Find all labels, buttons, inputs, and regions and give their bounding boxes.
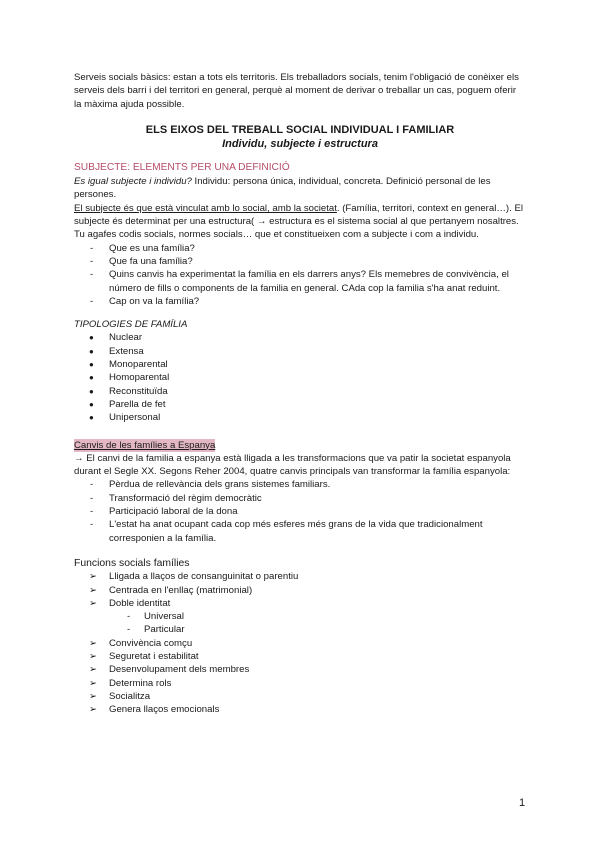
list-item: - L'estat ha anat ocupant cada cop més esferes més grans de la vida que tradicionalment corresponien a la família.: [74, 518, 526, 545]
subjecte-paragraph-1: [74, 175, 526, 202]
list-item: ➢ Doble identitat: [74, 597, 526, 610]
canvis-heading-row: [74, 439, 526, 452]
subjecte-statement: El subjecte és que està vinculat amb lo social, amb la societat: [74, 202, 337, 214]
list-item: - Que fa una família?: [74, 255, 526, 268]
canvis-paragraph: → El canvi de la familia a espanya està lligada a les transformacions que va patir la societat espanyola durant el Segle XX. Segons Reher 2004, quatre canvis principals van transformar la família espanyola:: [74, 452, 511, 478]
funcions-list-a: [74, 570, 526, 610]
list-item: - Transformació del règim democràtic: [74, 492, 526, 505]
intro-paragraph: Serveis socials bàsics: estan a tots els territoris. Els treballadors socials, tenim l'obligació de conèixer els serveis dels barri i del territori en general, perquè al moment de derivar o treballar un cas, poguem oferir la màxima ajuda possible.: [74, 72, 519, 110]
list-item: ● Monoparental: [74, 358, 526, 371]
subjecte-question-1: Es igual subjecte i individu?: [74, 176, 192, 188]
list-item: ● Parella de fet: [74, 398, 526, 411]
canvis-heading: Canvis de les famílies a Espanya: [74, 439, 216, 451]
subjecte-paragraph-2: [74, 202, 526, 242]
subjecte-questions-list: [74, 242, 526, 308]
list-item: ➢ Seguretat i estabilitat: [74, 650, 526, 663]
list-item: ● Extensa: [74, 345, 526, 358]
document-subtitle: Individu, subjecte i estructura: [222, 137, 378, 150]
canvis-list: [74, 478, 526, 544]
page-number: 1: [519, 797, 526, 809]
list-item: - Quins canvis ha experimentat la família en els darrers anys? Els memebres de convivència, el número de fills o components de la familia en general. CAda cop la familia s'ha anat reduint.: [74, 268, 526, 295]
document-page: [74, 71, 526, 716]
list-item: - Que es una família?: [74, 242, 526, 255]
list-item: ● Nuclear: [74, 331, 526, 344]
identitat-sublist: [74, 610, 526, 637]
subjecte-heading: SUBJECTE: ELEMENTS PER UNA DEFINICIÓ: [74, 161, 290, 173]
subjecte-answer-1: Individu: persona única, individual, concreta. Definició personal de les persones.: [74, 176, 491, 201]
subjecte-answer-2: . (Família, territori, context en general…). El subjecte és determinat per una estructura( → estructura es el sistema social al que pertanyem nosaltres. Tu agafes codis socials, normes socials… que et constitueixen com a subjecte i com a individu.: [74, 202, 523, 241]
list-item: - Particular: [74, 623, 526, 636]
list-item: - Participació laboral de la dona: [74, 505, 526, 518]
document-title: ELS EIXOS DEL TREBALL SOCIAL INDIVIDUAL I FAMILIAR: [145, 123, 455, 136]
funcions-list-b: [74, 637, 526, 717]
list-item: ➢ Desenvolupament dels membres: [74, 663, 526, 676]
list-item: - Universal: [74, 610, 526, 623]
list-item: - Cap on va la família?: [74, 295, 526, 308]
list-item: ➢ Lligada a llaços de consanguinitat o parentiu: [74, 570, 526, 583]
list-item: ➢ Socialitza: [74, 690, 526, 703]
list-item: ➢ Centrada en l'enllaç (matrimonial): [74, 584, 526, 597]
list-item: ● Homoparental: [74, 371, 526, 384]
list-item: ● Unipersonal: [74, 411, 526, 424]
tipologies-heading: TIPOLOGIES DE FAMÍLIA: [74, 319, 188, 331]
list-item: ➢ Genera llaços emocionals: [74, 703, 526, 716]
list-item: ➢ Determina rols: [74, 677, 526, 690]
list-item: ➢ Convivència comçu: [74, 637, 526, 650]
list-item: - Pèrdua de rellevància dels grans sistemes familiars.: [74, 478, 526, 491]
funcions-heading: Funcions socials famílies: [74, 557, 190, 569]
list-item: ● Reconstituïda: [74, 385, 526, 398]
tipologies-list: [74, 331, 526, 424]
